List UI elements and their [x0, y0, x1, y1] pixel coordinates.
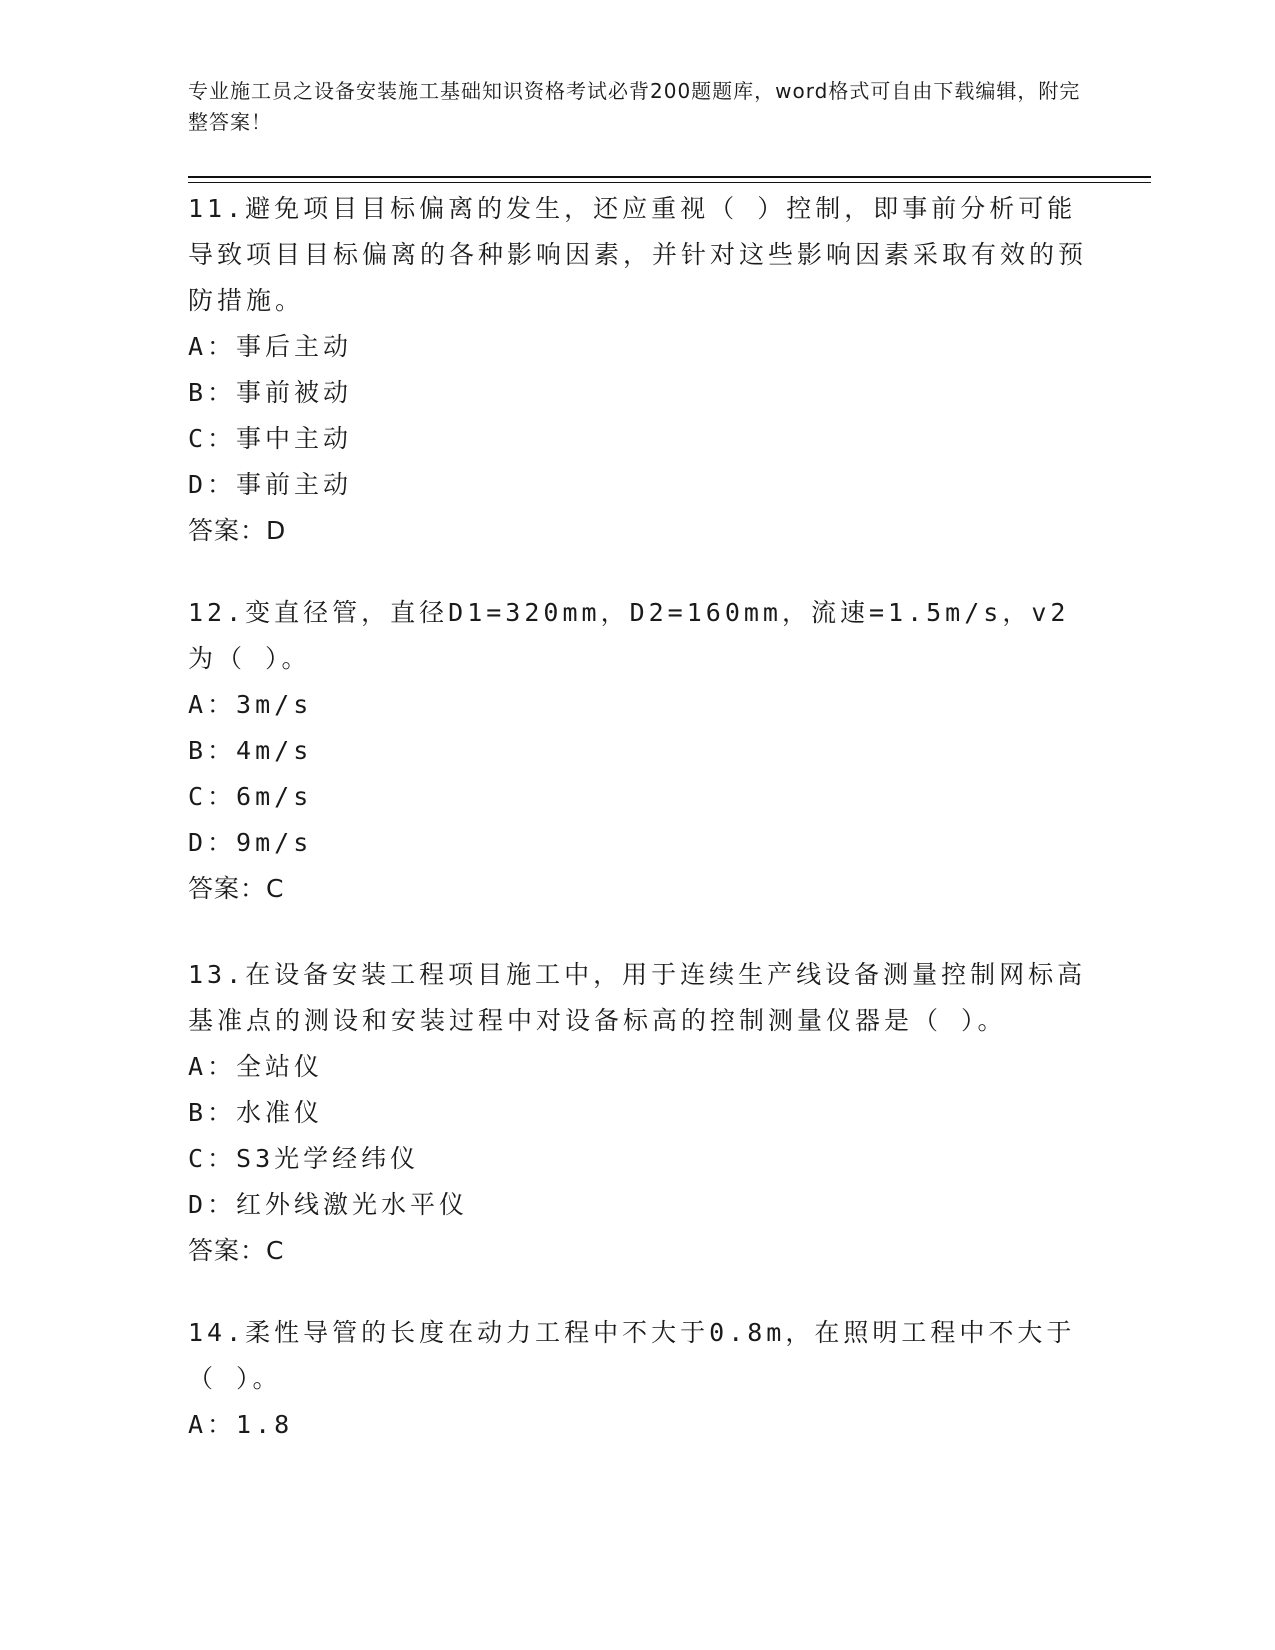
question-stem: 14.柔性导管的长度在动力工程中不大于0.8m，在照明工程中不大于（ ）。 [188, 1318, 1076, 1393]
option-d: D：9m/s [188, 828, 313, 857]
option-a: A：3m/s [188, 690, 313, 719]
option-d: D：红外线激光水平仪 [188, 1190, 469, 1219]
question-13 [188, 952, 1088, 1274]
option-c: C：6m/s [188, 782, 313, 811]
answer: 答案：C [188, 1236, 285, 1265]
option-a: A：全站仪 [188, 1052, 324, 1081]
question-14 [188, 1310, 1088, 1448]
option-b: B：4m/s [188, 736, 313, 765]
option-b: B：水准仪 [188, 1098, 324, 1127]
document-header: 专业施工员之设备安装施工基础知识资格考试必背200题题库，word格式可自由下载编辑，附完整答案！ [188, 79, 1081, 134]
answer: 答案：D [188, 516, 287, 545]
question-stem: 12.变直径管，直径D1=320mm，D2=160mm，流速=1.5m/s，v2为（ ）。 [188, 598, 1070, 673]
question-12 [188, 590, 1088, 912]
question-11 [188, 186, 1088, 554]
option-d: D：事前主动 [188, 470, 353, 499]
question-stem: 11.避免项目目标偏离的发生，还应重视（ ）控制，即事前分析可能导致项目目标偏离的各种影响因素，并针对这些影响因素采取有效的预防措施。 [188, 194, 1088, 315]
header-rule-thick [188, 176, 1151, 178]
question-stem: 13.在设备安装工程项目施工中，用于连续生产线设备测量控制网标高基准点的测设和安装过程中对设备标高的控制测量仪器是（ ）。 [188, 960, 1087, 1035]
option-c: C：S3光学经纬仪 [188, 1144, 420, 1173]
option-a: A：1.8 [188, 1410, 294, 1439]
option-b: B：事前被动 [188, 378, 353, 407]
answer: 答案：C [188, 874, 285, 903]
option-a: A：事后主动 [188, 332, 353, 361]
option-c: C：事中主动 [188, 424, 353, 453]
header-rule-thin [188, 182, 1151, 183]
